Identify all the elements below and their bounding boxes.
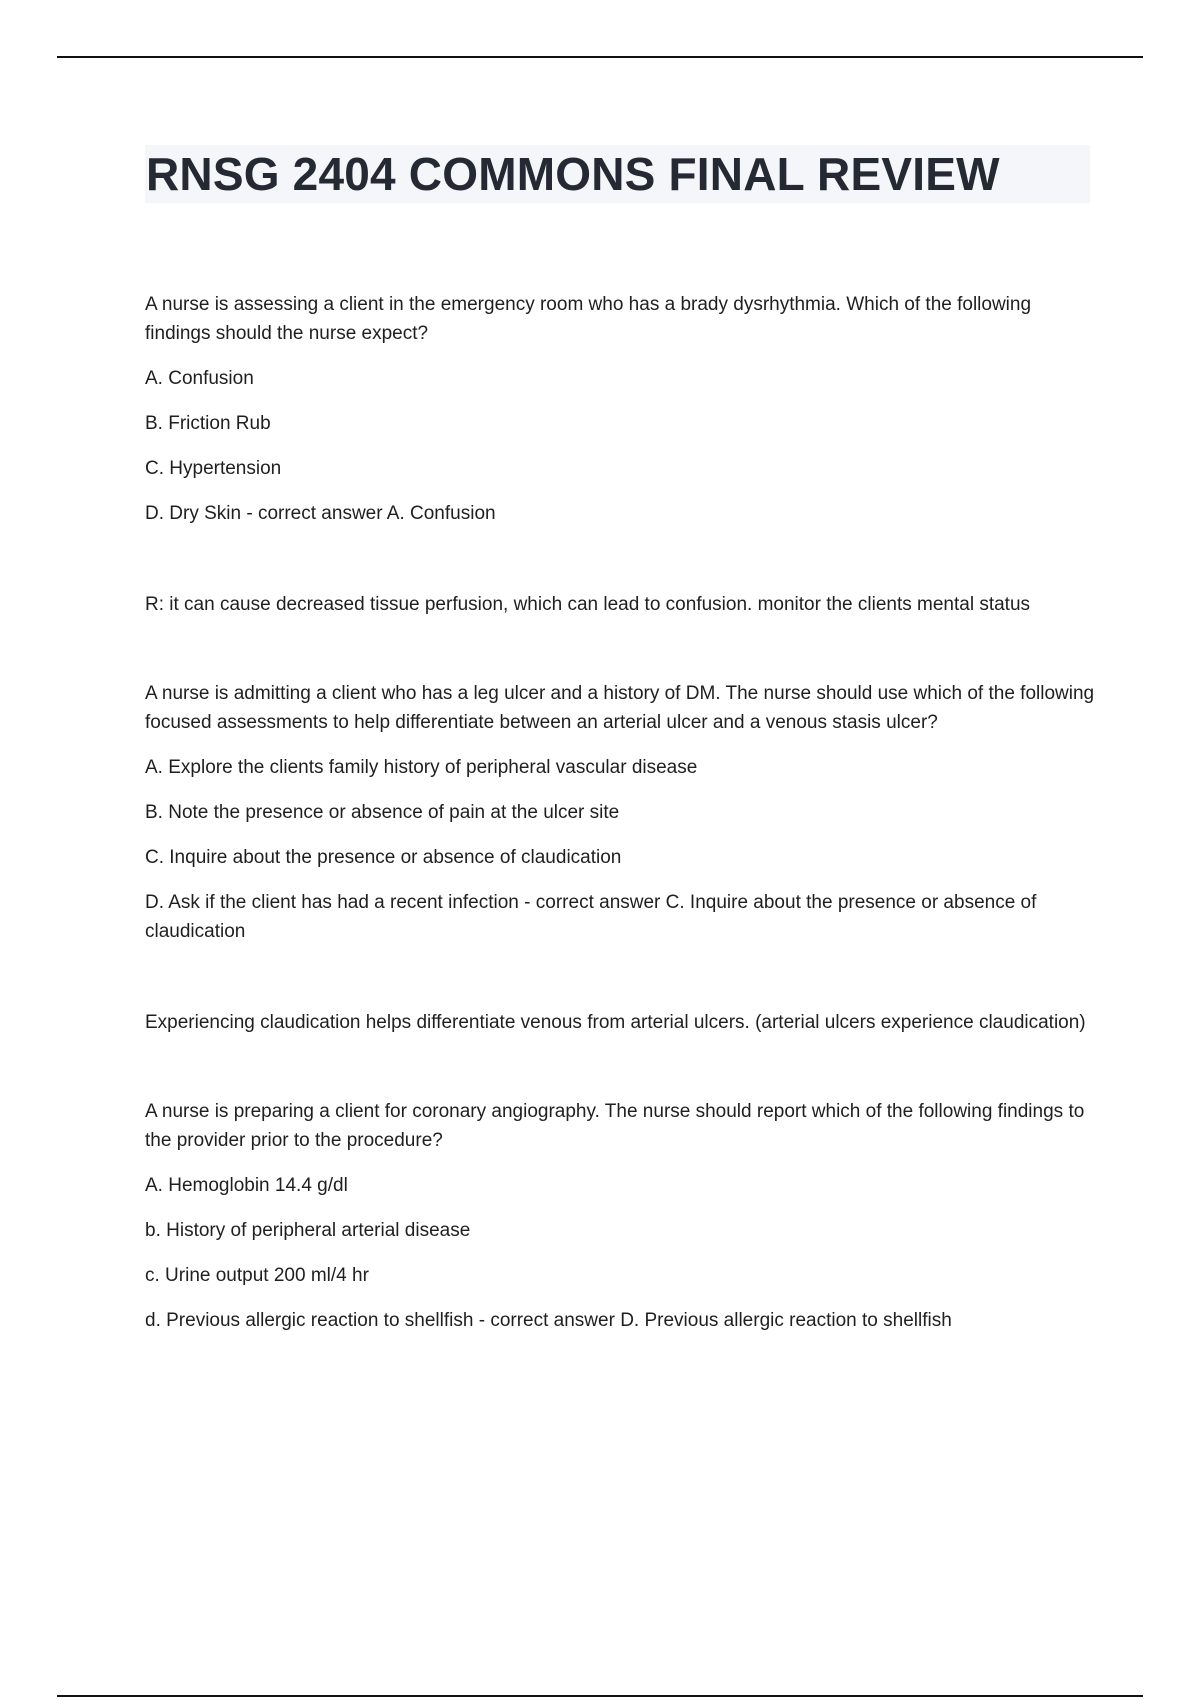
correct-answer: - correct answer D. Previous allergic reaction to shellfish [473, 1310, 952, 1331]
document-body [145, 290, 1095, 1335]
spacer [145, 1037, 1095, 1097]
answer-option: c. Urine output 200 ml/4 hr [145, 1265, 369, 1286]
answer-option: C. Inquire about the presence or absence of claudication [145, 847, 622, 868]
answer-option: d. Previous allergic reaction to shellfish [145, 1310, 474, 1331]
correct-answer: - correct answer A. Confusion [241, 503, 496, 524]
rationale: Experiencing claudication helps differentiate venous from arterial ulcers. (arterial ulcers experience claudication) [145, 1012, 1086, 1033]
spacer [145, 946, 1095, 1008]
answer-option-with-correct-answer [145, 888, 1095, 946]
question-3 [145, 1097, 1095, 1335]
answer-option: A. Hemoglobin 14.4 g/dl [145, 1175, 348, 1196]
spacer [145, 528, 1095, 590]
answer-option: A. Confusion [145, 368, 254, 389]
footer-rule [57, 1695, 1143, 1697]
rationale: R: it can cause decreased tissue perfusion, which can lead to confusion. monitor the clients mental status [145, 594, 1031, 615]
answer-option: C. Hypertension [145, 458, 282, 479]
answer-option: D. Ask if the client has had a recent infection [145, 892, 519, 913]
answer-option: b. History of peripheral arterial disease [145, 1220, 471, 1241]
question-2 [145, 679, 1095, 946]
document-title: RNSG 2404 COMMONS FINAL REVIEW [146, 148, 1000, 200]
question-stem: A nurse is assessing a client in the emergency room who has a brady dysrhythmia. Which of the following findings should the nurse expect? [145, 294, 1032, 344]
question-stem: A nurse is preparing a client for coronary angiography. The nurse should report which of the following findings to the provider prior to the procedure? [145, 1101, 1085, 1151]
answer-option: D. Dry Skin [145, 503, 242, 524]
answer-option-with-correct-answer [145, 499, 1095, 528]
question-stem: A nurse is admitting a client who has a leg ulcer and a history of DM. The nurse should use which of the following focused assessments to help differentiate between an arterial ulcer and a venous stasis ulcer? [145, 683, 1095, 733]
answer-option: A. Explore the clients family history of peripheral vascular disease [145, 757, 698, 778]
header-rule [57, 56, 1143, 58]
answer-option: B. Friction Rub [145, 413, 271, 434]
question-1 [145, 290, 1095, 528]
spacer [145, 619, 1095, 679]
answer-option-with-correct-answer [145, 1306, 1095, 1335]
answer-option: B. Note the presence or absence of pain at the ulcer site [145, 802, 620, 823]
correct-answer: - correct answer C. Inquire about the presence or absence of claudication [145, 892, 1037, 942]
